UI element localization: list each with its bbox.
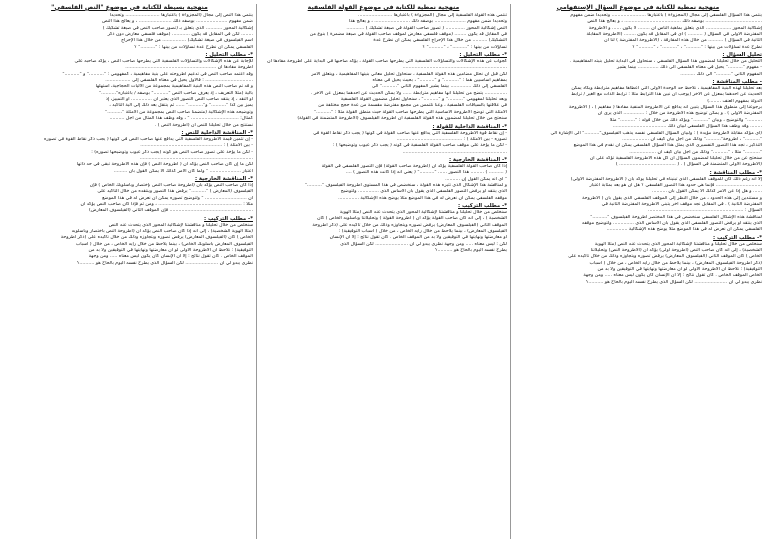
text-line: إذا كان صاحب القولة الفلسفية يؤكد أن (أطروحة صاحب القولة) فإن التصور الفلسفي في القولة <box>321 163 507 169</box>
text-line: التشكيك) .......... من خلال هذا الإحراج الفلسفي يمكن أن نطرح عدة <box>373 38 507 44</box>
text-line: وقد اعتمد صاحب النص في تدعيم أطروحته على بنية مفاهيمية ، كمفهومي : ".........." و ".........." <box>62 71 253 77</box>
section-heading: - مطلب المناقشة : <box>712 79 762 86</box>
text-line: و قد تم صاحب النص هذه البنية المفاهيمية بمجموعة من الآليات الحجاجية، استهلها <box>95 84 253 90</box>
text-line: ينتمي هذا النص إلى مجال (المجزوءة ) باعتبارها ....................... وتحديدا <box>109 13 253 18</box>
text-line: الخاص ) كان الموقف الثاني (الفيلسوف المعارض) يرفض تصوره ويتجاوزه وذلك من خلال تأكيده على <box>568 254 762 260</box>
column-body <box>260 13 507 254</box>
text-line: إشكالية المحور ........... الذي يتعلق بـ (تصور صاحب النص في صيغة تشكيك ) <box>102 25 253 31</box>
text-line: الشخصية ) ، إلى أنه كان صاحب القولة يؤكد أن ( أطروحة القولة ) وتحليلاتنا وبأسلوبه الخاص ) كان <box>317 216 507 222</box>
text-line: ...................................................................... <box>402 65 507 71</box>
text-line: و لمناقشة هذا الإشكال الذي تثيره هذه القولة ، سنخضص في هذا المستوى أطروحة الفيلسوف ".........." <box>304 182 507 188</box>
section-heading: *- المناقشة الخارجية : <box>194 175 253 182</box>
text-line: الفلسفي يمكن أن نعرض له في هذا الموضع مثلا يوضح هذه الإشكالية .............. <box>606 227 762 233</box>
text-line: وبعد تحليلنا لمفهومي ".........." و ".........." ، سنحاول تحليل مضمون القولة الفلسفية <box>340 97 507 103</box>
text-line: سنخلص من خلال تحليلنا و مناقشتنا لإشكالية المحور الذي يتحدث عنه النص (مثلا الهوية <box>594 241 762 247</box>
text-line: أو معارضتها ونهايتها في التوفيقين ولا بد من الموقف الخاص . كان تقول نتائج : إلا أن الإنسان <box>329 235 507 241</box>
text-line: إلا أنه رغم ذلك كان للموقف الفلسفي الذي تبنيناه في تحليلنا يوكد بان ( الأطروحة المفترضة الاولى) <box>570 176 762 182</box>
section-heading: *- مطلب التحليل : <box>459 52 507 59</box>
text-line: تصوره - بين الأمثلة ) : ............................................ <box>396 136 507 142</box>
text-line: الخاص الموقف الخاص . كان تقول نتائج : إلا أن الإنسان كان يكون ليس معناه ..... ومن وجهة <box>583 273 762 279</box>
text-line: التوفيقية) : نلاحظ أن الأطروحة الأولى لو أن معارضتها ونهايتها في التوفيقين ولا بد من <box>597 267 762 273</box>
text-line: ينتمي هذا السؤال الفلسفي إلى مجال (المجزوءة ) باعتبارها ....................... وتحديدا ضمن مفهوم <box>570 13 762 18</box>
text-line: الذي ينتقد أو يرفض التصور الفلسفي الذي يقول بأن الأساس الذي .............. ولتوضيح <box>340 189 507 195</box>
text-line: للإجابة عن هذه الإشكالات والتساؤلات الفلسفية التي يطرحها صاحب النص ، يؤكد صاحبه على <box>74 59 253 65</box>
text-line: نطرح عدة تساؤلات من بينها : ".........." ، ".........." ، ".........." ؟ <box>632 44 762 50</box>
text-line: - إن تثمين قيمة الأطروحة الفلسفية التي يدافع عنها صاحب النص في كونها ( يجب ذكر نقاط القوة في تصوره <box>43 136 253 142</box>
text-line: (أي مؤكد مقابلة لأطروحة مؤيدة ) : ولبيان السؤال الفلسفي نفسه يذهب الفيلسوف".........." الى الإشارة الى <box>550 130 762 136</box>
column-title: منهجية بسيطة للكتابة في موضوع "النص الفلسفي" <box>51 4 208 11</box>
text-line: - إن نقاط قوة الأطروحة الفلسفية التي يدافع عنها صاحب القولة في كونها ( يجب ذكر نقاط القوة في <box>313 130 507 136</box>
text-line: بآلية (مثلا التعريف ، إذ يعرف صاحب النص ".........." بوصفه / باعتباره".........." <box>99 90 253 96</box>
column-title: منهجية نمطية للكتابة فى موضوع السؤال الإستفهامي <box>556 4 720 11</box>
text-line: اعتبار ..................... " ولما كان الأمر كذلك ألا يمكن القول بأن ......... <box>113 168 253 174</box>
column-question-method <box>511 4 765 539</box>
text-line: مثلا : ........................................................ ، ومن ثم فإذا كان صاحب النص يؤكد أن <box>80 201 253 207</box>
text-line: وتوضيحه هذه الإشكالية (متضمنا صاحب النص بمجموعة من الأمثلة ".........." <box>105 109 253 115</box>
text-line: (الأطروحة الأولى المتضمنة في السؤال ) . ( ...................................... ) <box>615 162 762 168</box>
text-line: .........." والتوضيح ، وبيان ".........." ويؤكد ذلك من خلال قوله : ".........." مثلا <box>609 117 762 123</box>
text-line: ".........." ، أطروحة".........." وذلك من أجل بيان كيف أن .................. <box>622 136 762 142</box>
text-line: ...... و هل إذا عن الأمر كذلك ألا يمكن القول بأن .......... <box>652 189 762 195</box>
text-line: ".........." مثلا ، ".........." وذلك من أجل بيان كيف أن .................. <box>629 149 762 155</box>
text-line: ضمن مفهوم ..................... بوصفه ذلك ...................... ، و يعالج هذا النص <box>101 19 253 25</box>
text-line: يميز بين كذا ".........." و".........." ...... ثم ينتقل بعد ذلك إلى آلية التأكيد ، <box>109 103 253 109</box>
text-line: بعد تحليلنا لهذه البنية المفاهيمية ، نلاحظ حد الوحدة الأولى التي أعطاها مفاهيم مترابطة ويكاد يمكن <box>571 86 762 92</box>
text-line: ...................................................................... <box>402 149 507 155</box>
text-line: سنخلص من خلال تحليلنا و مناقشتنا لإشكالية المحور الذي يتحدث عنه النص (مثلا الهوية <box>339 209 507 215</box>
text-line: الفلسفي يمكن أن نطرح عدة تساؤلات من بينها : ".........." ؟ <box>134 44 253 50</box>
text-line: تنتمي هذه القولة الفلسفية إلى مجال (المجزوءة ) باعتبارها ....................... <box>357 13 507 18</box>
section-heading: *- مطلب التركيب : <box>204 215 253 222</box>
text-line: التوفيقية) : نلاحظ أن الأطروحة الأولى لو أن معارضتها ونهايتها في التوفيقين ولا بد من <box>88 248 253 253</box>
text-line: ............... يتضح من تحليلنا انها مفاهيم مترابطة ...... ولا يمكن الحديث عن أحدهما بمعزل عن الآخر . <box>310 90 507 96</box>
text-line: الموقف الخاص . كان تقول نتائج : إلا أن الإنسان كان يكون ليس معناه ..... ومن وجهة <box>88 254 253 260</box>
text-line: ........ لكن في المقابل قد يكون ............ (موقف فلسفي معارض دون ذكر <box>107 32 253 38</box>
text-line: الفيلسوف المعارض بأسلوبك الخاص) ، بينما يلاحظ من خلال رأيه الخاص ، من خلال ( أسباب <box>75 241 253 247</box>
text-line: السؤال : ................................................................ <box>648 208 762 214</box>
text-line: النص إشكالية المحور ............. ( تصور صاحب القولة في صيغة تشكيك ) ............ <box>346 25 507 31</box>
text-line: أطروحة مفادها أن ............................................................. <box>125 65 253 71</box>
text-line: " أي أنه يمكن القول إن .......... <box>445 176 507 182</box>
text-line: الذي ينتقد أو يرفض التصور الفلسفي الذي يقول بأن الأساس الذي .............. ولتوضيح موقفه <box>582 220 762 226</box>
section-heading: *- المناقشة الداخلية للنص : <box>181 129 253 136</box>
column-title: منهجية نمطية للكتابة فى موضوع القولة الفلسفية <box>307 4 460 11</box>
section-heading: *- مطلب التركيب : <box>458 202 507 209</box>
text-line: (مثلا الهوية الشخصية) ، إلى أنه إذا كان صاحب النص يؤكد أن (أطروحة النص باختصار وبأسلوبه <box>71 228 253 234</box>
section-heading: *- مطلب التركيب : <box>713 234 762 241</box>
text-line: إشكالية المحور ................. الذي يتعلق بماهية الناس أن ........ لا يكون ...... و الأطروحة <box>588 25 762 31</box>
text-line: - بين الأمثلة ) : ....................................................... <box>140 143 253 149</box>
text-line: نظري يبدو لي أن ...................... لكن السؤال الذي يطرح نفسه اليوم بالحاح هو ..........؟ <box>76 260 253 266</box>
text-line: في علاقتها بالسياقات الفلسفية ، وعنا نلتمس من مجمع مفترضة مقسمة من عدة حجج مختلفة من <box>318 103 507 109</box>
text-line: الفيلسوف المعارض) ، بينما يلاحظ من خلال رأيه الخاص ، من خلال ( أسباب التوفيقية) : <box>338 228 507 234</box>
text-line: (ذكر أطروحة الفيلسوف المعارض) ، بينما يلاحظ من خلال رأيه الخاص ، من خلال ( أسباب <box>589 260 762 266</box>
text-line: كمثال: ................................ " ، وقد وظف هذا المثال من أجل .......... <box>109 116 253 122</box>
text-line: ........ وقد وظف هذا السؤال الفلسفي لبيان ذلك .................................... <box>612 124 762 130</box>
text-line: الدولة بمفهوم العنف ........) <box>707 98 762 104</box>
text-line: يطرح نفسه اليوم بالحاح هو ..........؟ <box>435 248 507 253</box>
column-body <box>6 13 253 267</box>
text-line: - لكن ما يؤخذ على تصور صاحب النص هو كونه (يجب ذكر عيوب وتوضيحها تصوره) : <box>91 149 253 155</box>
text-line: لكن ما إن كان صاحب النص يؤكد ان ( أطروحة النص ) فإن هذه الأطروحة تبقى في حد ذاتها <box>76 162 253 168</box>
text-line: الفيلسوف (المعارض ) ".........." يرفض هذا التصور وينتقده من خلال التأكيد على <box>97 189 253 195</box>
text-line: و مستندين إلى هذه الحدود ، من خلال النظر إلى الموقف الفلسفي الذي يقول بأن ( الأطروحة <box>582 195 762 201</box>
text-line: كجواب عن هذه الإشكالات والتساؤلات الفلسفية التي يطرحها صاحب القولة ، يؤكد صاحبها في البداية على أطروحة مفادها ان <box>267 59 507 65</box>
text-line: المفترضة الأولى ) . و يمكن توضيح هذه الأطروحة من خلال : .............. الذي يرى أن <box>597 111 762 117</box>
text-line: الشخصية) ، إلى أنه كان صاحب النص (أطروحة أولى) يؤكد أن (الأطروحة النص) وتحليلاتنا <box>590 248 762 253</box>
text-line: برجوعنا إلى منطوق هذا السؤال يتبين أنه يدافع عن الأطروحة المنفية مفادها ( مفاهيم ) ، ( الأطروحة <box>568 105 762 111</box>
text-line: سنخلص من خلال تحليلنا و مناقشتنا لإشكالية المحور الذي يتحدث عنه النص <box>108 222 253 228</box>
text-line: ...................................... بوصفه ذلك ...................................... ، و يعالج هذا النص <box>587 19 762 25</box>
text-line: بمفاهيم أساسيين هما : ".........." و ".........." ، بحيث يحيل في معناه <box>372 78 507 84</box>
section-heading: *- المناقشة الداخلية للقولة : <box>432 123 507 130</box>
text-line: لكن قبل أن نحلل مضامين هذه القولة الفلسفية ، سنحاول تحليل معاني بنيتها المفاهيمية ، ويتعلق الأمر <box>311 71 507 77</box>
text-line: سنحتج من خلال تحليلنا لمضمون هذه القولة الفلسفية أن أطروحة الفيلسوف (الأطروحة المتضمنة في القولة) <box>297 116 507 122</box>
section-heading: *- مطلب المناقشة : <box>709 169 762 176</box>
text-line: لمناقشة هذه الإشكال الفلسفي سنخضص في هذا المختصر أطروحة الفيلسوف ".........." <box>590 214 762 220</box>
text-line: تساؤلات من بينها : ".........." ، ".........." ؟ <box>422 44 507 50</box>
text-line: لكن : ليس معناه ..... ومن وجهة نظري يبدو لي أن ...................... لكن السؤال الذي <box>340 241 507 247</box>
text-line: - مفهوم ".........." يحيل في معناه الفلسفي الى ذلك .............. بينما يشير <box>616 65 762 71</box>
text-line: سنحتج عن من خلال تحليلنا لمضمون السؤال أن كل هذه الأطروحة الفلسفية تؤكد على أن <box>589 155 762 161</box>
text-line: - لكن ما يؤخذ على موقف صاحب القولة الفلسفية في كونه ( يجب ذكر عيوب وتوضيحها ) : <box>332 143 507 149</box>
text-line: ................................ : فالأول يحيل في معناه الفلسفي إلى ................. <box>105 78 253 84</box>
column-text-method <box>3 4 257 539</box>
text-line: المفهوم الثاني ".........." الى ذلك .......... <box>680 71 762 77</box>
column-body <box>514 13 762 286</box>
text-line: الموقف الثاني (الفيلسوف المعارض) يرفض تصوره ويتجاوزه وذلك من خلال تأكيده على (ذكر أطروحة <box>312 222 507 228</box>
text-line: الحديث عن أحدهما بمعزل عن الآخر (يوجب أن نبين هذا الترابط مثلا : ترابط الذات مع الغير / ترابط <box>571 92 762 98</box>
text-line: المفترضة الثانية ) . في المقابل نجد موقف آخر يتبنى الأطروحة المفترضة الثانية في <box>601 201 762 207</box>
text-line: الخاص ) كان (الفيلسوف المعارض) يرفض تصوره ويتجاوزه وذلك من خلال تأكيده على (ذكر أطروحة <box>60 235 253 241</box>
text-line: التذكير ، نجد هذا التصور التفسيري الذي يمثل هذا السؤال الفلسفي يمكن أن نقدم في هذا الموضع <box>573 143 762 149</box>
text-line: الأمثلة التي توضح الأطروحة الأساسية التي يطرحها صاحب القولة حيث منطق القولة مثلا : ".........." <box>314 109 507 115</box>
section-heading: تحليل السؤال : <box>722 52 762 59</box>
section-heading: *- المناقشة الخارجية : <box>448 156 507 163</box>
column-quote-method <box>257 4 511 539</box>
section-heading: *- مطلب التحليل : <box>205 52 253 59</box>
text-line: ............................... فإنما هي حدود هذا التصور الفلسفي ؟ هل ان هو يعد بمثابة اعتبار <box>589 182 762 188</box>
text-line: الفلسفي إلى ذلك .............. بينما يشير المفهوم الثاني ".........." الى <box>371 84 507 90</box>
text-line: أن ............................ " ولتوضيح تصوره يمكن أن نعرض له في هذا الموضع <box>102 195 253 201</box>
text-line: التحليل من خلال تحليلنا لمضمون هذا السؤال الفلسفي ، سنحاول في البداية تحليل بنيته المفاهيمية . <box>569 59 762 65</box>
text-line: نستنتج من خلال تحليلنا للنص أن (أطروحة النص ) . <box>154 122 253 128</box>
text-line: الثانية في السؤال ) .......... من خلال هذه المفارقة ، (الأطروحة المفترضة ) لنا أن <box>604 38 762 44</box>
text-line: ............................................................................ <box>139 155 253 161</box>
text-line: أو النقد ، إذ ينتقد صاحب النص التصور الذي يعتبر أن .............. أو التمييز، إذ <box>105 97 253 103</box>
text-line: ........................................................ فإن الموقف الثاني (الفيلسوف المعارض) <box>89 208 253 214</box>
text-line: وتحديدا ضمن مفهوم ..................... بوصفه ذلك ........................ ، و يعالج هذا <box>348 19 507 25</box>
text-line: موقفه الفلسفي يمكن أن نعرض له في هذا الموضع مثلا يوضح هذه الإشكالية .............. <box>338 195 507 201</box>
text-line: إذا كان صاحب النص يؤكد بأن (أطروحة صاحب النص بإختصار وبأسلوبك الخاص ) فإن <box>89 182 253 188</box>
text-line: في المقابل قد يكون ........ (موقف فلسفي معارض لموقف صاحب القولة في صيغة مضمرة ) بنوع من <box>309 32 507 38</box>
text-line: نظري يبدو لي أن ...................... لكن السؤال الذي يطرح نفسه اليوم بالحاح هو ..........؟ <box>585 279 762 285</box>
text-line: المفترضة الاولى في السؤال ( .......... ) أي في المقابل قد يكون ........ (الأطروحة المقابلة <box>586 32 762 38</box>
text-line: ( .......... ) ......... هذا التصور ...... ".........." ( يعني أنه إذا كانت هذه التصور ) .... <box>345 170 507 176</box>
text-line: اسم الفيلسوف في صيغة تشكيك) ................ من خلال هذا الإحراج <box>121 38 253 44</box>
